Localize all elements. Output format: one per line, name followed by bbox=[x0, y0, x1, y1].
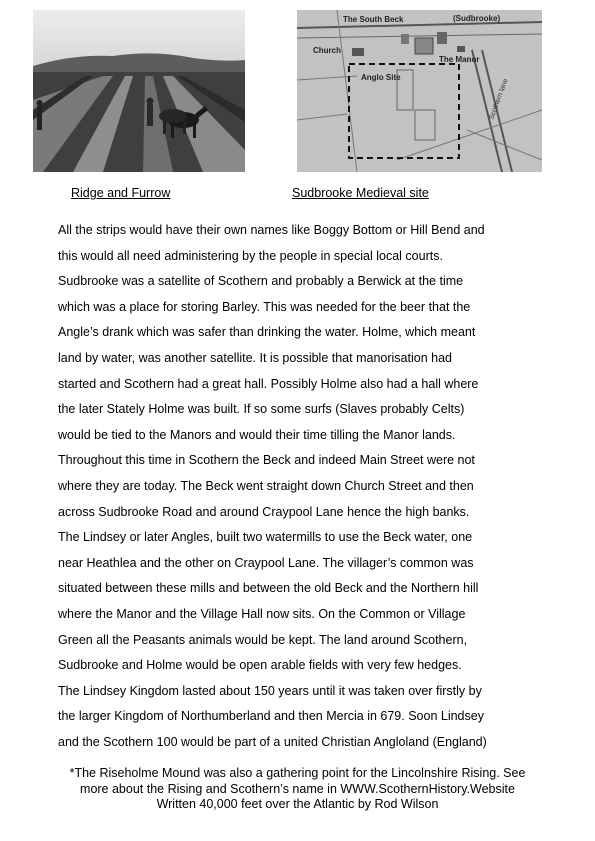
body-paragraph bbox=[58, 218, 548, 755]
body-line: Throughout this time in Scothern the Beck and indeed Main Street were not bbox=[58, 453, 475, 468]
map-label-manor: The Manor bbox=[439, 55, 480, 64]
body-line: this would all need administering by the people in special local courts. bbox=[58, 248, 443, 263]
body-line: and the Scothern 100 would be part of a united Christian Angloland (England) bbox=[58, 734, 487, 749]
body-line: started and Scothern had a great hall. Possibly Holme also had a hall where bbox=[58, 376, 479, 391]
map-label-church: Church bbox=[313, 46, 341, 55]
footnote-line: more about the Rising and Scothern’s name in WWW.ScothernHistory.Website bbox=[80, 781, 515, 796]
body-line: Angle’s drank which was safer than drinking the water. Holme, which meant bbox=[58, 325, 476, 340]
body-line: situated between these mills and between the old Beck and the Northern hill bbox=[58, 581, 479, 596]
body-line: the larger Kingdom of Northumberland and then Mercia in 679. Soon Lindsey bbox=[58, 709, 484, 724]
body-line: would be tied to the Manors and would their time tilling the Manor lands. bbox=[58, 427, 456, 442]
footnote-line: Written 40,000 feet over the Atlantic by Rod Wilson bbox=[156, 797, 439, 811]
body-line: land by water, was another satellite. It is possible that manorisation had bbox=[58, 350, 452, 365]
ridge-and-furrow-caption: Ridge and Furrow bbox=[71, 186, 171, 200]
footnote bbox=[18, 766, 577, 813]
map-label-road: Scothern lane bbox=[488, 77, 510, 121]
ridge-and-furrow-photo bbox=[33, 10, 245, 172]
footnote-line: *The Riseholme Mound was also a gathering point for the Lincolnshire Rising. See bbox=[69, 766, 526, 780]
map-label-south-beck: The South Beck bbox=[343, 15, 404, 24]
body-line: Sudbrooke was a satellite of Scothern and probably a Berwick at the time bbox=[58, 274, 464, 289]
body-line: Green all the Peasants animals would be kept. The land around Scothern, bbox=[58, 632, 468, 647]
body-line: near Heathlea and the other on Craypool Lane. The villager’s common was bbox=[58, 555, 474, 570]
body-line: The Lindsey Kingdom lasted about 150 years until it was taken over firstly by bbox=[58, 683, 482, 698]
map-label-anglo-site: Anglo Site bbox=[361, 73, 401, 82]
body-line: Sudbrooke and Holme would be open arable fields with very few hedges. bbox=[58, 658, 462, 673]
body-line: across Sudbrooke Road and around Craypool Lane hence the high banks. bbox=[58, 504, 470, 519]
map-label-sudbrooke: (Sudbrooke) bbox=[453, 14, 501, 23]
body-line: where the Manor and the Village Hall now sits. On the Common or Village bbox=[58, 606, 466, 621]
body-line: which was a place for storing Barley. This was needed for the beer that the bbox=[58, 299, 471, 314]
body-line: the later Stately Holme was built. If so some surfs (Slaves probably Celts) bbox=[58, 402, 465, 417]
body-line: The Lindsey or later Angles, built two watermills to use the Beck water, one bbox=[58, 530, 473, 545]
body-line: All the strips would have their own names like Boggy Bottom or Hill Bend and bbox=[58, 223, 485, 237]
sudbrooke-map bbox=[297, 10, 542, 172]
sudbrooke-medieval-site-caption: Sudbrooke Medieval site bbox=[292, 186, 429, 200]
body-line: where they are today. The Beck went straight down Church Street and then bbox=[58, 478, 474, 493]
